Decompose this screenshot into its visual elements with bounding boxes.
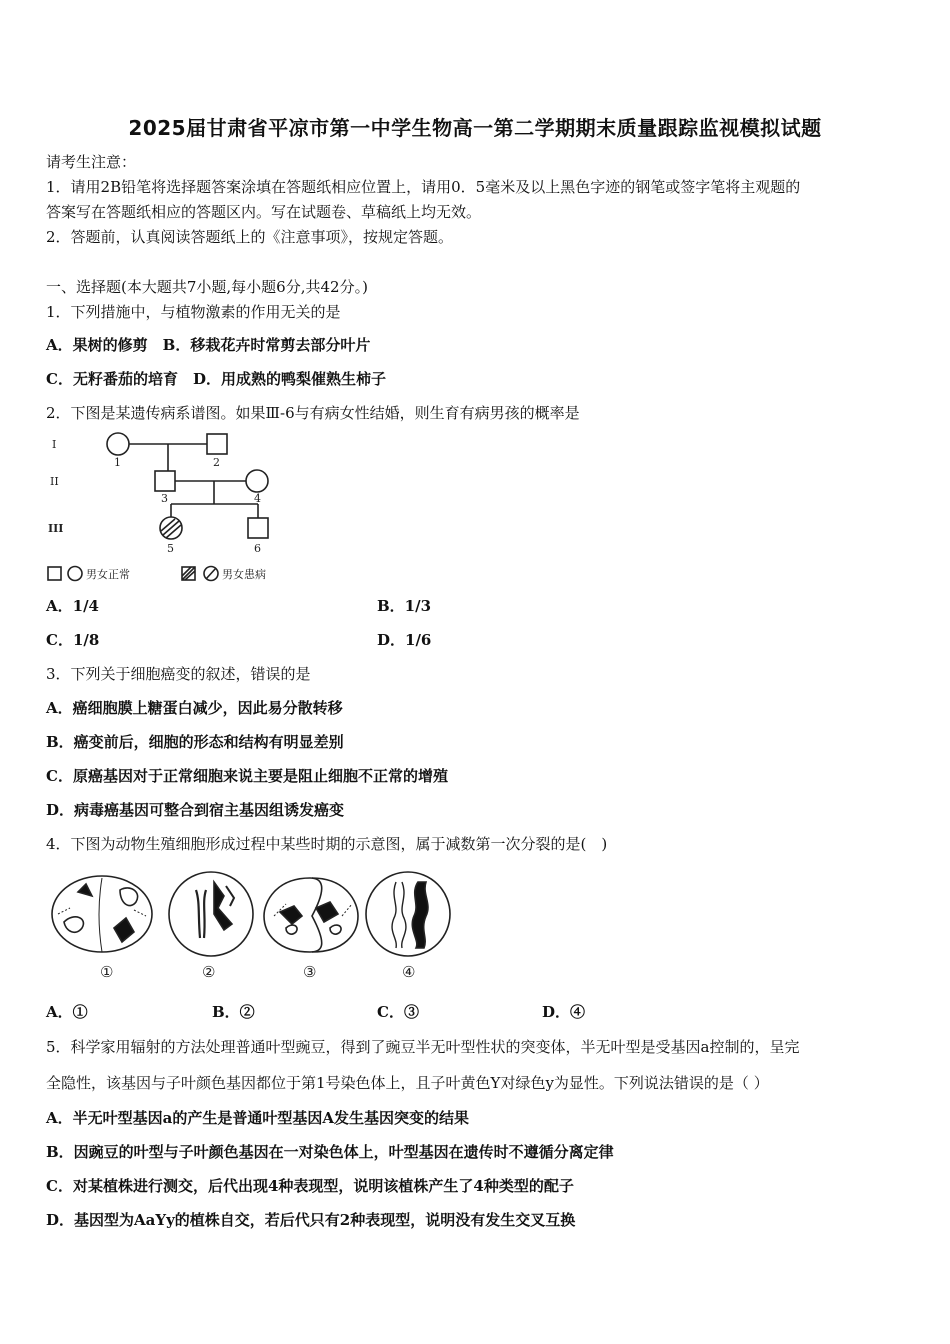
q1-options-row2: C．无籽番茄的培育 D．用成熟的鸭梨催熟生柿子 bbox=[46, 370, 386, 388]
q4-option-d: D．④ bbox=[542, 1003, 586, 1021]
cell-label-1: ① bbox=[100, 963, 114, 981]
individual-1-female-normal bbox=[107, 433, 129, 455]
label-1: 1 bbox=[114, 456, 121, 469]
cell-division-figure bbox=[48, 862, 458, 987]
gen-label-II: II bbox=[50, 475, 59, 488]
legend-affected-label: 男女患病 bbox=[222, 568, 266, 581]
q4-option-b: B．② bbox=[212, 1003, 255, 1021]
label-2: 2 bbox=[213, 456, 220, 469]
notice-item-2: 2．答题前，认真阅读答题纸上的《注意事项》，按规定答题。 bbox=[46, 228, 454, 246]
cell-label-3: ③ bbox=[303, 963, 317, 981]
individual-2-male-normal bbox=[207, 434, 227, 454]
q5-option-a: A．半无叶型基因a的产生是普通叶型基因A发生基因突变的结果 bbox=[46, 1109, 469, 1127]
legend-normal-label: 男女正常 bbox=[86, 568, 130, 581]
q4-option-c: C．③ bbox=[377, 1003, 419, 1021]
q1-options-row1: A．果树的修剪 B．移栽花卉时常剪去部分叶片 bbox=[46, 336, 371, 354]
individual-6-male-normal bbox=[248, 518, 268, 538]
cell-2-diagram bbox=[169, 872, 253, 956]
notice-item-1a: 1．请用2B铅笔将选择题答案涂填在答题纸相应位置上，请用0．5毫米及以上黑色字迹的钢笔或签字笔将主观题的 bbox=[46, 178, 801, 196]
q2-stem: 2．下图是某遗传病系谱图。如果Ⅲ-6与有病女性结婚，则生育有病男孩的概率是 bbox=[46, 404, 580, 422]
q3-option-c: C．原癌基因对于正常细胞来说主要是阻止细胞不正常的增殖 bbox=[46, 767, 448, 785]
section-heading: 一、选择题(本大题共7小题,每小题6分,共42分。) bbox=[46, 278, 368, 296]
pedigree-chart bbox=[44, 428, 314, 588]
q5-option-c: C．对某植株进行测交，后代出现4种表现型，说明该植株产生了4种类型的配子 bbox=[46, 1177, 574, 1195]
cell-4-diagram bbox=[366, 872, 450, 956]
q4-stem: 4．下图为动物生殖细胞形成过程中某些时期的示意图，属于减数第一次分裂的是( ) bbox=[46, 835, 608, 853]
label-3: 3 bbox=[161, 492, 168, 505]
q4-option-a: A．① bbox=[46, 1003, 88, 1021]
q2-option-d: D．1/6 bbox=[377, 631, 432, 649]
cell-label-2: ② bbox=[202, 963, 216, 981]
legend-female-normal-icon bbox=[68, 567, 82, 581]
q5-stem-line2: 全隐性，该基因与子叶颜色基因都位于第1号染色体上，且子叶黄色Y对绿色y为显性。下列说法错误的是（ ） bbox=[46, 1074, 769, 1092]
q3-option-a: A．癌细胞膜上糖蛋白减少，因此易分散转移 bbox=[46, 699, 343, 717]
q3-option-d: D．病毒癌基因可整合到宿主基因组诱发癌变 bbox=[46, 801, 345, 819]
q5-option-d: D．基因型为AaYy的植株自交，若后代只有2种表现型，说明没有发生交叉互换 bbox=[46, 1211, 576, 1229]
notice-item-1b: 答案写在答题纸相应的答题区内。写在试题卷、草稿纸上均无效。 bbox=[46, 203, 482, 221]
page-title: 2025届甘肃省平凉市第一中学生物高一第二学期期末质量跟踪监视模拟试题 bbox=[128, 116, 822, 140]
notice-heading: 请考生注意： bbox=[46, 153, 137, 171]
q3-stem: 3．下列关于细胞癌变的叙述，错误的是 bbox=[46, 665, 311, 683]
q2-option-b: B．1/3 bbox=[377, 597, 432, 615]
gen-label-III: III bbox=[48, 522, 64, 535]
cell-label-4: ④ bbox=[402, 963, 416, 981]
cell-1-diagram bbox=[52, 876, 152, 952]
cell-3-diagram bbox=[264, 878, 358, 952]
q5-stem-line1: 5．科学家用辐射的方法处理普通叶型豌豆，得到了豌豆半无叶型性状的突变体，半无叶型是受基因a控制的，呈完 bbox=[46, 1038, 800, 1056]
label-6: 6 bbox=[254, 542, 261, 555]
label-5: 5 bbox=[167, 542, 174, 555]
individual-4-female-normal bbox=[246, 470, 268, 492]
gen-label-I: I bbox=[52, 438, 57, 451]
q1-stem: 1．下列措施中，与植物激素的作用无关的是 bbox=[46, 303, 341, 321]
label-4: 4 bbox=[254, 492, 261, 505]
q3-option-b: B．癌变前后，细胞的形态和结构有明显差别 bbox=[46, 733, 344, 751]
legend-male-normal-icon bbox=[48, 567, 61, 580]
q5-option-b: B．因豌豆的叶型与子叶颜色基因在一对染色体上，叶型基因在遗传时不遵循分离定律 bbox=[46, 1143, 614, 1161]
q2-option-c: C．1/8 bbox=[46, 631, 100, 649]
q2-option-a: A．1/4 bbox=[46, 597, 99, 615]
individual-3-male-normal bbox=[155, 471, 175, 491]
